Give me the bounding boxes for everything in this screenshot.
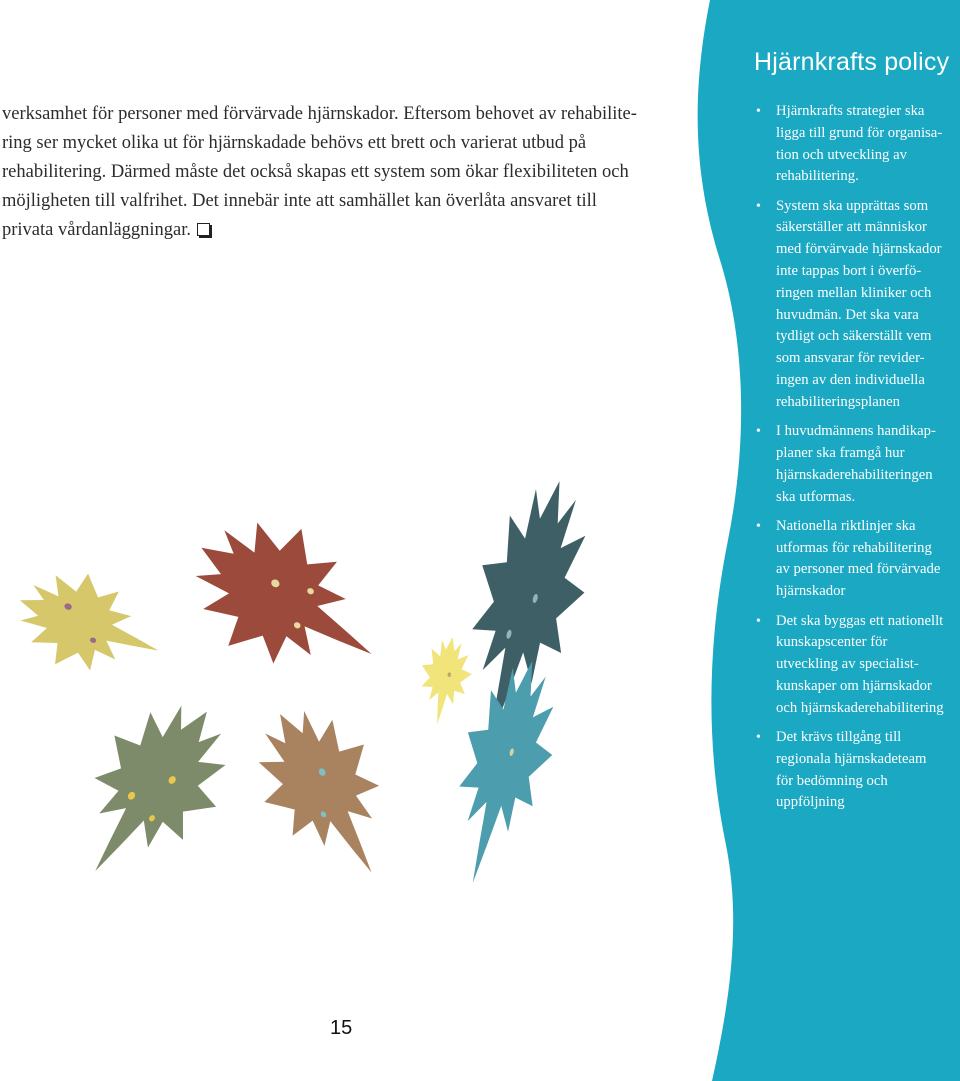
policy-item xyxy=(752,727,960,814)
bullet-icon: • xyxy=(756,613,761,629)
bullet-icon: • xyxy=(756,424,761,440)
policy-item xyxy=(752,101,960,188)
policy-item-text: Nationella riktlinjer ska utformas för rehabilitering av personer med förvärvade hjärnskador xyxy=(776,517,941,600)
body-paragraph: verksamhet för personer med förvärvade hjärnskador. Eftersom behovet av rehabilite- ring ser mycket olika ut för hjärnskadade behövs ett brett och varierat utbud på rehabilitering. Därmed måste det också skapas ett system som ökar flexibiliteten och möjligheten till valfrihet. Det innebär inte att samhället kan överlåta ansvaret till privata vårdanläggningar. xyxy=(2,104,637,240)
page-number: 15 xyxy=(330,1017,353,1039)
policy-item-text: Det ska byggas ett nationellt kunskapscenter för utveckling av specialist- kunskaper om hjärnskador och hjärnskaderehabilitering xyxy=(776,612,944,716)
bullet-icon: • xyxy=(756,198,761,214)
bullet-icon: • xyxy=(756,104,761,119)
policy-item xyxy=(752,611,960,720)
policy-item-text: Hjärnkrafts strategier ska ligga till grund för organisa- tion och utveckling av rehabilitering. xyxy=(776,103,943,185)
leaves-illustration xyxy=(0,470,700,890)
policy-sidebar xyxy=(752,48,960,822)
policy-item-text: Det krävs tillgång till regionala hjärnskadeteam för bedömning och uppföljning xyxy=(776,729,927,811)
leaf-olive xyxy=(44,676,257,890)
bullet-icon: • xyxy=(756,518,761,534)
policy-item-text: System ska upprättas som säkerställer att människor med förvärvade hjärnskador inte tappas bort i överfö- ringen mellan kliniker och huvudmän. Det ska vara tydligt och säkerställt vem som ansvarar för revider- ingen av den individuella rehabiliteringsplanen xyxy=(776,197,942,410)
policy-item xyxy=(752,196,960,414)
sidebar-title: Hjärnkrafts policy xyxy=(754,48,950,76)
leaf-red xyxy=(165,489,408,712)
leaf-light-yellow xyxy=(412,633,477,729)
bullet-icon: • xyxy=(756,730,761,746)
policy-item xyxy=(752,516,960,603)
body-text xyxy=(2,100,692,245)
policy-item xyxy=(752,421,960,508)
leaf-tan xyxy=(230,685,421,890)
policy-item-text: I huvudmännens handikap- planer ska framgå hur hjärnskaderehabiliteringen ska utformas. xyxy=(776,423,936,505)
end-of-article-icon xyxy=(197,223,210,236)
leaf-yellow xyxy=(3,555,175,696)
policy-list xyxy=(752,101,960,814)
